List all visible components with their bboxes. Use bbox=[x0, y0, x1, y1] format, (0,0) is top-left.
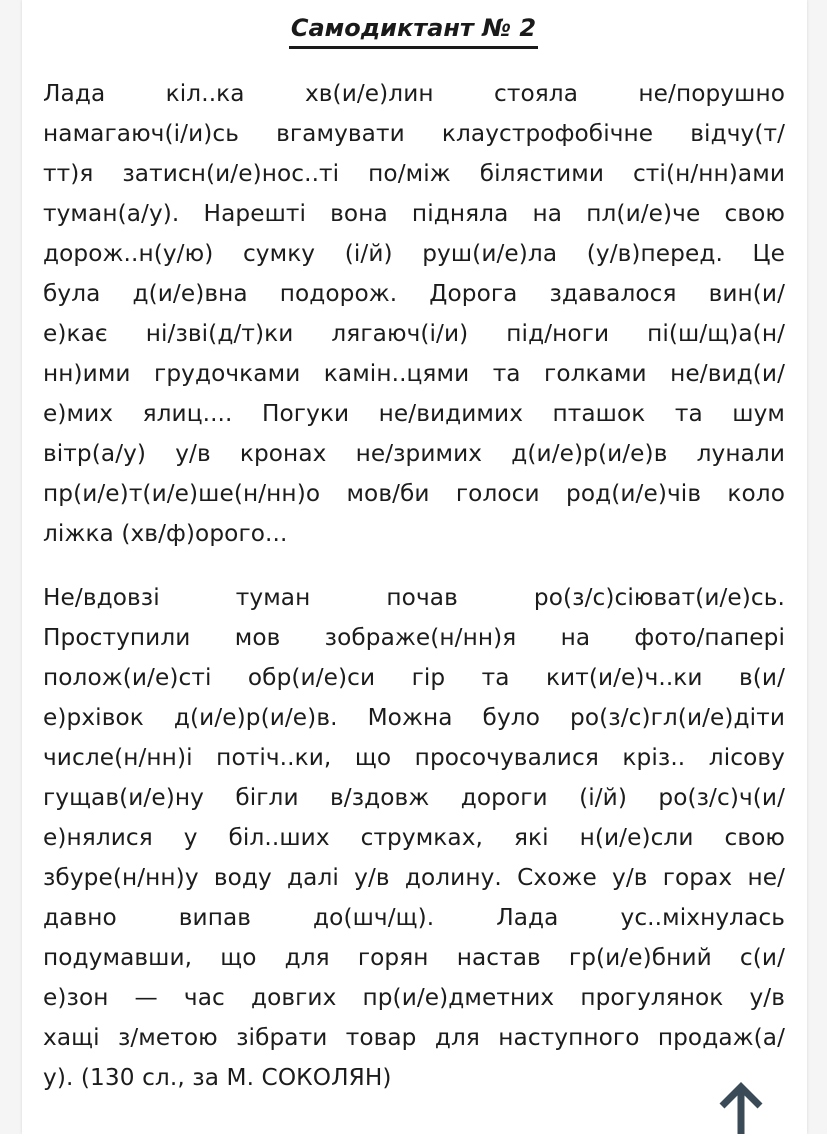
title-text: Самодиктант № 2 bbox=[289, 10, 538, 49]
text-line: туман(а/у). Нарешті вона підняла на пл(и/е)че свою bbox=[43, 200, 785, 227]
paragraph-1 bbox=[43, 74, 785, 554]
text-line: ліжка (хв/ф)орого... bbox=[43, 520, 288, 547]
text-line: полож(и/е)сті обр(и/е)си гір та кит(и/е)ч..ки в(и/ bbox=[43, 664, 785, 691]
text-line: е)кає ні/зві(д/т)ки лягаюч(і/и) під/ноги пі(ш/щ)а(н/ bbox=[43, 320, 785, 347]
text-line: подумавши, що для горян настав гр(и/е)бний с(и/ bbox=[43, 944, 785, 971]
text-line: давно випав до(шч/щ). Лада ус..міхнулась bbox=[43, 904, 785, 931]
text-line: Не/вдовзі туман почав ро(з/с)сіюват(и/е)сь. bbox=[43, 584, 785, 611]
text-line: числе(н/нн)і потіч..ки, що просочувалися кріз.. лісову bbox=[43, 744, 785, 771]
paragraph-2 bbox=[43, 578, 785, 1098]
text-line: збуре(н/нн)у воду далі у/в долину. Схоже у/в горах не/ bbox=[43, 864, 785, 891]
text-line: хащі з/метою зібрати товар для наступного продаж(а/ bbox=[43, 1024, 785, 1051]
text-line: е)нялися у біл..ших струмках, які н(и/е)сли свою bbox=[43, 824, 785, 851]
text-line: тт)я затисн(и/е)нос..ті по/між білястими сті(н/нн)ами bbox=[43, 160, 785, 187]
text-line: е)рхівок д(и/е)р(и/е)в. Можна було ро(з/с)гл(и/е)діти bbox=[43, 704, 785, 731]
text-line: нн)ими грудочками камін..цями та голками не/вид(и/ bbox=[43, 360, 785, 387]
text-line: намагаюч(і/и)сь вгамувати клаустрофобічне відчу(т/ bbox=[43, 120, 785, 147]
text-line: Проступили мов зображе(н/нн)я на фото/папері bbox=[43, 624, 785, 651]
page-title bbox=[0, 10, 827, 49]
text-line: гущав(и/е)ну бігли в/здовж дороги (і/й) ро(з/с)ч(и/ bbox=[43, 784, 785, 811]
text-line: е)зон — час довгих пр(и/е)дметних прогулянок у/в bbox=[43, 984, 785, 1011]
text-line: Лада кіл..ка хв(и/е)лин стояла не/порушно bbox=[43, 80, 785, 107]
arrow-up-icon bbox=[716, 1082, 766, 1134]
text-line: була д(и/е)вна подорож. Дорога здавалося вин(и/ bbox=[43, 280, 785, 307]
text-line: е)мих ялиц.... Погуки не/видимих пташок та шум bbox=[43, 400, 785, 427]
text-line: пр(и/е)т(и/е)ше(н/нн)о мов/би голоси род(и/е)чів коло bbox=[43, 480, 785, 507]
text-line: дорож..н(у/ю) сумку (і/й) руш(и/е)ла (у/в)перед. Це bbox=[43, 240, 785, 267]
text-line: вітр(а/у) у/в кронах не/зримих д(и/е)р(и/е)в лунали bbox=[43, 440, 785, 467]
scroll-to-top-button[interactable] bbox=[716, 1082, 766, 1134]
text-line: у). (130 сл., за М. СОКОЛЯН) bbox=[43, 1064, 392, 1091]
